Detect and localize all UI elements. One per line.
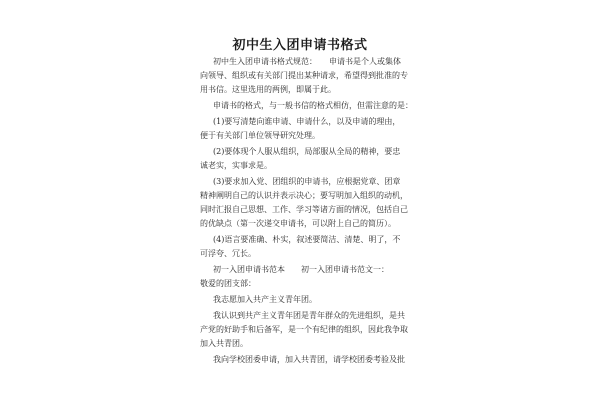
body-line: 我认识到共产主义青年团是青年群众的先进组织，是共 [213,311,405,320]
body-line: (2)要体现个人服从组织，局部服从全局的精神，要忠 [213,147,401,156]
body-line: (3)要求加入党、团组织的申请书，应根据党章、团章 [213,177,401,186]
body-line: 加入共青团。 [200,339,248,348]
body-line: 初中生入团申请书格式规范： 申请书是个人或集体 [213,57,401,66]
body-line: 我志愿加入共产主义青年团。 [213,295,317,304]
body-line: 同时汇报自己思想、工作、学习等诸方面的情况，包括自己 [200,205,408,214]
document-title: 初中生入团申请书格式 [232,38,368,53]
body-line: 便于有关部门单位领导研究处理。 [200,131,320,140]
body-line: 可浮夸、冗长。 [200,249,256,258]
body-line: 敬爱的团支部： [200,279,256,288]
body-line: 初一入团申请书范本 初一入团申请书范文一： [213,265,389,274]
body-line: 我向学校团委申请，加入共青团，请学校团委考验及批 [213,355,405,364]
body-line: 的优缺点（第一次递交申请书，可以附上自己的简历）。 [200,219,396,228]
body-line: 申请书的格式，与一般书信的格式相仿，但需注意的是： [213,101,413,110]
body-line: 诚老实，实事求是。 [200,161,272,170]
body-line: 产党的好助手和后备军，是一个有纪律的组织，因此我争取 [200,325,408,334]
body-line: 精神阐明自己的认识并表示决心；要写明加入组织的动机， [200,191,408,200]
body-line: (1)要写清楚向谁申请、申请什么，以及申请的理由， [213,117,401,126]
body-line: 用书信。这里选用的两例，即属于此。 [200,85,336,94]
body-line: (4)语言要准确、朴实，叙述要简洁、清楚、明了，不 [213,235,401,244]
body-line: 向领导、组织或有关部门提出某种请求，希望得到批准的专 [200,71,408,80]
